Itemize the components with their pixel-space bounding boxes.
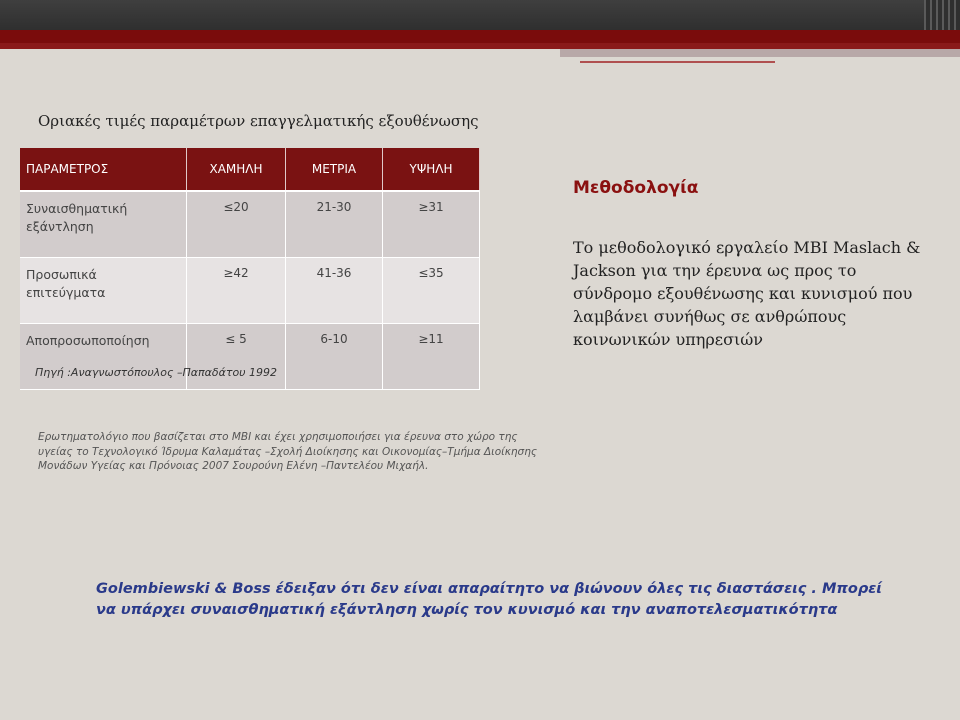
- cell-low: ≤20: [187, 191, 286, 258]
- decorative-thin-line: [580, 61, 775, 63]
- cell-parameter: Αποπροσωποποίηση: [20, 324, 187, 390]
- cell-medium: 21-30: [286, 191, 383, 258]
- header-low: ΧΑΜΗΛΗ: [187, 148, 286, 191]
- cell-high: ≥11: [383, 324, 480, 390]
- cell-medium: 6-10: [286, 324, 383, 390]
- table-title: Οριακές τιμές παραμέτρων επαγγελματικής εξουθένωσης: [38, 112, 479, 130]
- table-row: [20, 258, 480, 324]
- header-parameter: ΠΑΡΑΜΕΤΡΟΣ: [20, 148, 187, 191]
- cell-low: ≥42: [187, 258, 286, 324]
- cell-parameter: Προσωπικά επιτεύγματα: [20, 258, 187, 324]
- methodology-title: Μεθοδολογία: [573, 178, 699, 198]
- burnout-parameters-table: [20, 148, 480, 390]
- cell-low: ≤ 5: [187, 324, 286, 390]
- cell-high: ≤35: [383, 258, 480, 324]
- decorative-red-band: [0, 30, 960, 43]
- questionnaire-note: Ερωτηματολόγιο που βασίζεται στο ΜΒΙ και έχει χρησιμοποιήσει για έρευνα στο χώρο της υγείας το Τεχνολογικό Ίδρυμα Καλαμάτας –Σχολή Διοίκησης και Οικονομίας–Τμήμα Διοίκησης Μονάδων Υγείας και Πρόνοιας 2007 Σουρούνη Ελένη –Παντελέου Μιχαήλ.: [38, 431, 538, 472]
- decorative-stripes: [924, 0, 960, 30]
- table-row: [20, 191, 480, 258]
- table-header-row: [20, 148, 480, 191]
- slide-top-bar: [0, 0, 960, 30]
- header-medium: ΜΕΤΡΙΑ: [286, 148, 383, 191]
- cell-high: ≥31: [383, 191, 480, 258]
- decorative-light-band: [560, 49, 960, 57]
- header-high: ΥΨΗΛΗ: [383, 148, 480, 191]
- methodology-text: Το μεθοδολογικό εργαλείο ΜΒΙ Maslach & Jackson για την έρευνα ως προς το σύνδρομο εξουθένωσης και κυνισμού που λαμβάνει συνήθως σε ανθρώπους κοινωνικών υπηρεσιών: [573, 238, 921, 349]
- cell-parameter: Συναισθηματική εξάντληση: [20, 191, 187, 258]
- golembiewski-note: Golembiewski & Boss έδειξαν ότι δεν είναι απαραίτητο να βιώνουν όλες τις διαστάσεις . Μπορεί να υπάρχει συναισθηματική εξάντληση χωρίς τον κυνισμό και την αναποτελεσματικότητα: [96, 581, 882, 618]
- cell-medium: 41-36: [286, 258, 383, 324]
- table-source: Πηγή :Αναγνωστόπουλος –Παπαδάτου 1992: [35, 366, 278, 379]
- table-row: [20, 324, 480, 390]
